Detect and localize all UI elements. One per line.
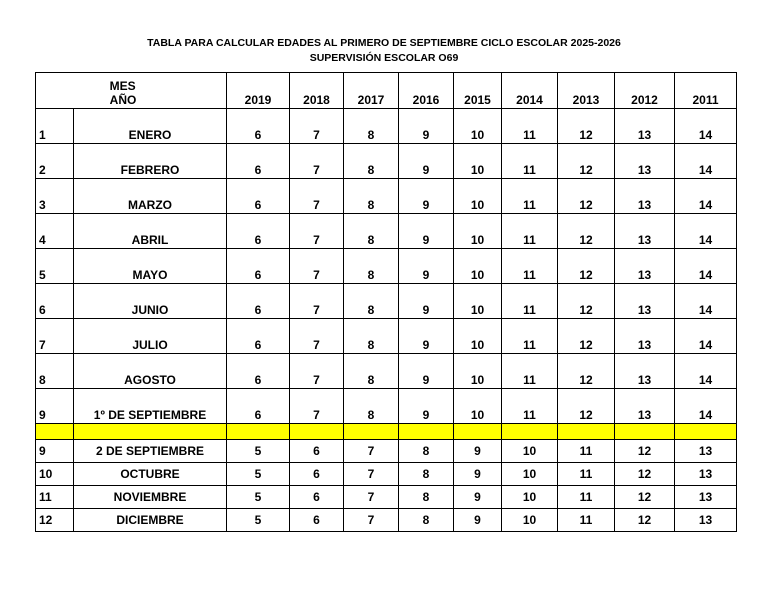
age-cell: 6 bbox=[227, 214, 290, 249]
age-cell: 11 bbox=[502, 389, 558, 424]
age-cell: 10 bbox=[502, 509, 558, 532]
age-cell: 12 bbox=[615, 486, 675, 509]
age-cell: 12 bbox=[558, 144, 615, 179]
table-row bbox=[36, 109, 737, 144]
age-cell: 5 bbox=[227, 440, 290, 463]
age-cell: 14 bbox=[675, 214, 737, 249]
year-header: 2011 bbox=[675, 73, 737, 109]
age-cell: 11 bbox=[502, 354, 558, 389]
age-cell: 7 bbox=[290, 354, 344, 389]
age-cell: 8 bbox=[344, 354, 399, 389]
age-cell: 13 bbox=[615, 389, 675, 424]
table-row bbox=[36, 509, 737, 532]
age-cell: 8 bbox=[344, 319, 399, 354]
age-cell: 12 bbox=[615, 463, 675, 486]
table-row bbox=[36, 463, 737, 486]
month-name: ABRIL bbox=[74, 214, 227, 249]
age-cell: 12 bbox=[558, 319, 615, 354]
month-name: JUNIO bbox=[74, 284, 227, 319]
row-number: 12 bbox=[36, 509, 74, 532]
age-cell: 7 bbox=[290, 214, 344, 249]
year-header: 2015 bbox=[454, 73, 502, 109]
age-cell: 6 bbox=[227, 109, 290, 144]
age-cell: 9 bbox=[399, 179, 454, 214]
age-cell: 12 bbox=[615, 509, 675, 532]
age-cell: 10 bbox=[454, 284, 502, 319]
title-line-1: TABLA PARA CALCULAR EDADES AL PRIMERO DE SEPTIEMBRE CICLO ESCOLAR 2025-2026 bbox=[147, 37, 621, 49]
year-header: 2016 bbox=[399, 73, 454, 109]
age-cell: 9 bbox=[399, 249, 454, 284]
age-cell: 7 bbox=[344, 463, 399, 486]
year-header: 2017 bbox=[344, 73, 399, 109]
month-name: MARZO bbox=[74, 179, 227, 214]
age-cell: 10 bbox=[454, 109, 502, 144]
age-cell: 8 bbox=[344, 389, 399, 424]
highlight-cell bbox=[502, 424, 558, 440]
age-cell: 6 bbox=[290, 509, 344, 532]
age-cell: 5 bbox=[227, 463, 290, 486]
age-cell: 7 bbox=[344, 509, 399, 532]
month-name: FEBRERO bbox=[74, 144, 227, 179]
age-cell: 6 bbox=[227, 284, 290, 319]
age-cell: 6 bbox=[227, 389, 290, 424]
age-cell: 9 bbox=[399, 109, 454, 144]
row-number: 2 bbox=[36, 144, 74, 179]
month-name: OCTUBRE bbox=[74, 463, 227, 486]
month-name: JULIO bbox=[74, 319, 227, 354]
age-cell: 10 bbox=[454, 319, 502, 354]
highlight-cell bbox=[227, 424, 290, 440]
age-cell: 11 bbox=[558, 509, 615, 532]
age-cell: 11 bbox=[502, 109, 558, 144]
age-cell: 13 bbox=[675, 509, 737, 532]
highlight-cell bbox=[454, 424, 502, 440]
age-cell: 10 bbox=[454, 249, 502, 284]
age-cell: 12 bbox=[615, 440, 675, 463]
row-number: 5 bbox=[36, 249, 74, 284]
age-cell: 13 bbox=[675, 440, 737, 463]
age-cell: 9 bbox=[454, 486, 502, 509]
highlight-cell bbox=[615, 424, 675, 440]
age-cell: 7 bbox=[290, 389, 344, 424]
row-number: 3 bbox=[36, 179, 74, 214]
age-cell: 8 bbox=[344, 179, 399, 214]
age-cell: 13 bbox=[615, 249, 675, 284]
age-cell: 11 bbox=[502, 284, 558, 319]
age-cell: 7 bbox=[290, 319, 344, 354]
table-row bbox=[36, 144, 737, 179]
age-cell: 11 bbox=[502, 144, 558, 179]
age-cell: 12 bbox=[558, 284, 615, 319]
age-cell: 14 bbox=[675, 179, 737, 214]
age-cell: 9 bbox=[454, 440, 502, 463]
age-cell: 13 bbox=[675, 486, 737, 509]
table-row bbox=[36, 440, 737, 463]
age-cell: 13 bbox=[615, 214, 675, 249]
age-cell: 8 bbox=[344, 144, 399, 179]
table-row bbox=[36, 249, 737, 284]
age-cell: 9 bbox=[399, 354, 454, 389]
age-cell: 13 bbox=[615, 319, 675, 354]
age-cell: 14 bbox=[675, 284, 737, 319]
month-name: 1º DE SEPTIEMBRE bbox=[74, 389, 227, 424]
age-cell: 6 bbox=[227, 144, 290, 179]
age-cell: 6 bbox=[227, 319, 290, 354]
age-cell: 13 bbox=[675, 463, 737, 486]
row-number: 7 bbox=[36, 319, 74, 354]
age-cell: 12 bbox=[558, 214, 615, 249]
row-number: 10 bbox=[36, 463, 74, 486]
age-cell: 10 bbox=[454, 389, 502, 424]
age-cell: 9 bbox=[399, 319, 454, 354]
table-row bbox=[36, 284, 737, 319]
title-line-2: SUPERVISIÓN ESCOLAR O69 bbox=[309, 52, 459, 64]
age-cell: 10 bbox=[454, 144, 502, 179]
table-row bbox=[36, 319, 737, 354]
age-cell: 6 bbox=[290, 463, 344, 486]
row-number: 8 bbox=[36, 354, 74, 389]
highlight-cell bbox=[290, 424, 344, 440]
age-cell: 8 bbox=[399, 440, 454, 463]
age-cell: 5 bbox=[227, 486, 290, 509]
year-header: 2018 bbox=[290, 73, 344, 109]
highlight-divider-row bbox=[36, 424, 737, 440]
age-cell: 10 bbox=[454, 214, 502, 249]
row-number: 6 bbox=[36, 284, 74, 319]
month-name: MAYO bbox=[74, 249, 227, 284]
table-header-row bbox=[36, 73, 737, 109]
age-cell: 13 bbox=[615, 109, 675, 144]
row-number: 4 bbox=[36, 214, 74, 249]
age-cell: 7 bbox=[344, 486, 399, 509]
table-row bbox=[36, 214, 737, 249]
age-cell: 9 bbox=[399, 389, 454, 424]
age-cell: 6 bbox=[227, 179, 290, 214]
age-cell: 14 bbox=[675, 354, 737, 389]
age-cell: 14 bbox=[675, 109, 737, 144]
age-cell: 10 bbox=[502, 486, 558, 509]
age-cell: 12 bbox=[558, 109, 615, 144]
highlight-cell bbox=[344, 424, 399, 440]
table-row bbox=[36, 179, 737, 214]
age-cell: 14 bbox=[675, 319, 737, 354]
age-cell: 8 bbox=[399, 509, 454, 532]
age-cell: 6 bbox=[290, 486, 344, 509]
age-cell: 10 bbox=[454, 354, 502, 389]
age-cell: 8 bbox=[399, 463, 454, 486]
age-cell: 6 bbox=[227, 249, 290, 284]
age-cell: 13 bbox=[615, 354, 675, 389]
age-cell: 8 bbox=[344, 249, 399, 284]
age-cell: 9 bbox=[454, 509, 502, 532]
highlight-cell bbox=[399, 424, 454, 440]
age-cell: 13 bbox=[615, 284, 675, 319]
age-cell: 8 bbox=[344, 284, 399, 319]
age-cell: 11 bbox=[558, 486, 615, 509]
age-cell: 11 bbox=[558, 463, 615, 486]
age-cell: 8 bbox=[399, 486, 454, 509]
month-name: 2 DE SEPTIEMBRE bbox=[74, 440, 227, 463]
highlight-cell bbox=[74, 424, 227, 440]
age-cell: 7 bbox=[290, 284, 344, 319]
age-cell: 12 bbox=[558, 249, 615, 284]
age-cell: 9 bbox=[399, 284, 454, 319]
document-title bbox=[0, 36, 768, 66]
age-cell: 14 bbox=[675, 144, 737, 179]
age-cell: 7 bbox=[290, 249, 344, 284]
highlight-cell bbox=[675, 424, 737, 440]
highlight-cell bbox=[36, 424, 74, 440]
age-cell: 10 bbox=[502, 463, 558, 486]
highlight-cell bbox=[558, 424, 615, 440]
year-header: 2012 bbox=[615, 73, 675, 109]
age-cell: 8 bbox=[344, 214, 399, 249]
age-cell: 10 bbox=[454, 179, 502, 214]
age-cell: 12 bbox=[558, 389, 615, 424]
age-cell: 14 bbox=[675, 389, 737, 424]
mes-ano-header bbox=[36, 73, 227, 109]
age-cell: 7 bbox=[290, 179, 344, 214]
ano-label: AÑO bbox=[109, 93, 137, 107]
age-table bbox=[35, 72, 737, 532]
age-cell: 11 bbox=[502, 319, 558, 354]
row-number: 9 bbox=[36, 440, 74, 463]
table-row bbox=[36, 389, 737, 424]
age-cell: 7 bbox=[344, 440, 399, 463]
year-header: 2019 bbox=[227, 73, 290, 109]
year-header: 2013 bbox=[558, 73, 615, 109]
age-cell: 11 bbox=[502, 214, 558, 249]
age-cell: 9 bbox=[454, 463, 502, 486]
month-name: DICIEMBRE bbox=[74, 509, 227, 532]
row-number: 1 bbox=[36, 109, 74, 144]
month-name: AGOSTO bbox=[74, 354, 227, 389]
age-cell: 6 bbox=[290, 440, 344, 463]
age-cell: 8 bbox=[344, 109, 399, 144]
year-header: 2014 bbox=[502, 73, 558, 109]
age-cell: 9 bbox=[399, 144, 454, 179]
month-name: ENERO bbox=[74, 109, 227, 144]
age-cell: 9 bbox=[399, 214, 454, 249]
mes-label: MES bbox=[109, 79, 136, 93]
age-cell: 12 bbox=[558, 179, 615, 214]
age-cell: 14 bbox=[675, 249, 737, 284]
age-cell: 11 bbox=[502, 179, 558, 214]
age-cell: 5 bbox=[227, 509, 290, 532]
row-number: 11 bbox=[36, 486, 74, 509]
age-cell: 6 bbox=[227, 354, 290, 389]
age-cell: 13 bbox=[615, 179, 675, 214]
table-row bbox=[36, 354, 737, 389]
age-cell: 11 bbox=[502, 249, 558, 284]
age-cell: 13 bbox=[615, 144, 675, 179]
month-name: NOVIEMBRE bbox=[74, 486, 227, 509]
age-cell: 7 bbox=[290, 144, 344, 179]
age-cell: 7 bbox=[290, 109, 344, 144]
row-number: 9 bbox=[36, 389, 74, 424]
age-cell: 11 bbox=[558, 440, 615, 463]
age-cell: 10 bbox=[502, 440, 558, 463]
age-cell: 12 bbox=[558, 354, 615, 389]
table-row bbox=[36, 486, 737, 509]
